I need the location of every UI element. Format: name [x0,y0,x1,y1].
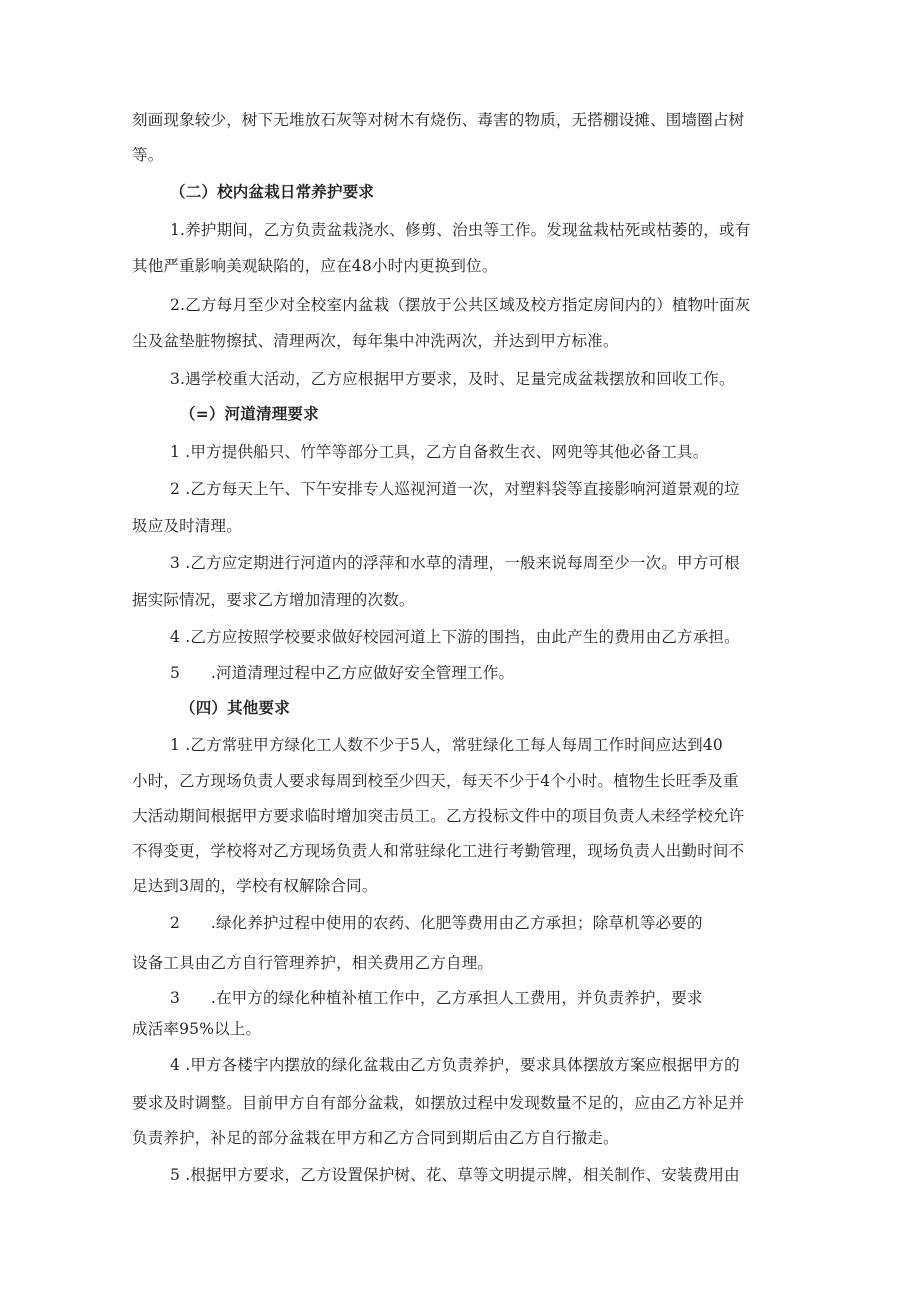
paragraph-line: 大活动期间根据甲方要求临时增加突击员工。乙方投标文件中的项目负责人未经学校允许 [132,807,745,825]
paragraph-line: 等。 [132,146,164,164]
paragraph-line: 圾应及时清理。 [132,517,242,535]
paragraph-line: 1 .甲方提供船只、竹竿等部分工具，乙方自备救生衣、网兜等其他必备工具。 [170,443,709,461]
section-heading: （二）校内盆栽日常养护要求 [170,183,375,201]
paragraph-line: 刻画现象较少，树下无堆放石灰等对树木有烧伤、毒害的物质，无搭棚设摊、围墙圈占树 [132,111,745,129]
paragraph-line: 4 .乙方应按照学校要求做好校园河道上下游的围挡，由此产生的费用由乙方承担。 [170,628,740,646]
section-heading: （=）河道清理要求 [180,405,319,423]
paragraph-line: 不得变更，学校将对乙方现场负责人和常驻绿化工进行考勤管理，现场负责人出勤时间不 [132,842,745,860]
paragraph-line: 设备工具由乙方自行管理养护，相关费用乙方自理。 [132,954,494,972]
paragraph-line: 3 .在甲方的绿化种植补植工作中，乙方承担人工费用，并负责养护，要求 [170,989,703,1007]
paragraph-line: 3.遇学校重大活动，乙方应根据甲方要求，及时、足量完成盆栽摆放和回收工作。 [170,370,735,388]
paragraph-line: 3 .乙方应定期进行河道内的浮萍和水草的清理，一般来说每周至少一次。甲方可根 [170,554,740,572]
paragraph-line: 其他严重影响美观缺陷的，应在48小时内更换到位。 [132,257,498,275]
paragraph-line: 足达到3周的，学校有权解除合同。 [132,877,378,895]
paragraph-line: 2.乙方每月至少对全校室内盆栽（摆放于公共区域及校方指定房间内的）植物叶面灰 [170,296,751,314]
paragraph-line: 要求及时调整。目前甲方自有部分盆栽，如摆放过程中发现数量不足的，应由乙方补足并 [132,1094,745,1112]
paragraph-line: 1.养护期间，乙方负责盆栽浇水、修剪、治虫等工作。发现盆栽枯死或枯萎的，或有 [170,221,751,239]
paragraph-line: 尘及盆垫脏物擦拭、清理两次，每年集中冲洗两次，并达到甲方标准。 [132,332,619,350]
paragraph-line: 2 .绿化养护过程中使用的农药、化肥等费用由乙方承担；除草机等必要的 [170,914,703,932]
paragraph-line: 5 .根据甲方要求，乙方设置保护树、花、草等文明提示牌，相关制作、安装费用由 [170,1166,740,1184]
paragraph-line: 2 .乙方每天上午、下午安排专人巡视河道一次，对塑料袋等直接影响河道景观的垃 [170,480,740,498]
section-heading: （四）其他要求 [180,699,290,717]
paragraph-line: 小时，乙方现场负责人要求每周到校至少四天，每天不少于4个小时。植物生长旺季及重 [132,772,739,790]
paragraph-line: 1 .乙方常驻甲方绿化工人数不少于5人，常驻绿化工每人每周工作时间应达到40 [170,736,723,754]
paragraph-line: 据实际情况，要求乙方增加清理的次数。 [132,591,415,609]
paragraph-line: 成活率95%以上。 [132,1020,262,1038]
paragraph-line: 4 .甲方各楼宇内摆放的绿化盆栽由乙方负责养护，要求具体摆放方案应根据甲方的 [170,1056,740,1074]
paragraph-line: 负责养护，补足的部分盆栽在甲方和乙方合同到期后由乙方自行撤走。 [132,1129,619,1147]
paragraph-line: 5 .河道清理过程中乙方应做好安全管理工作。 [170,664,515,682]
